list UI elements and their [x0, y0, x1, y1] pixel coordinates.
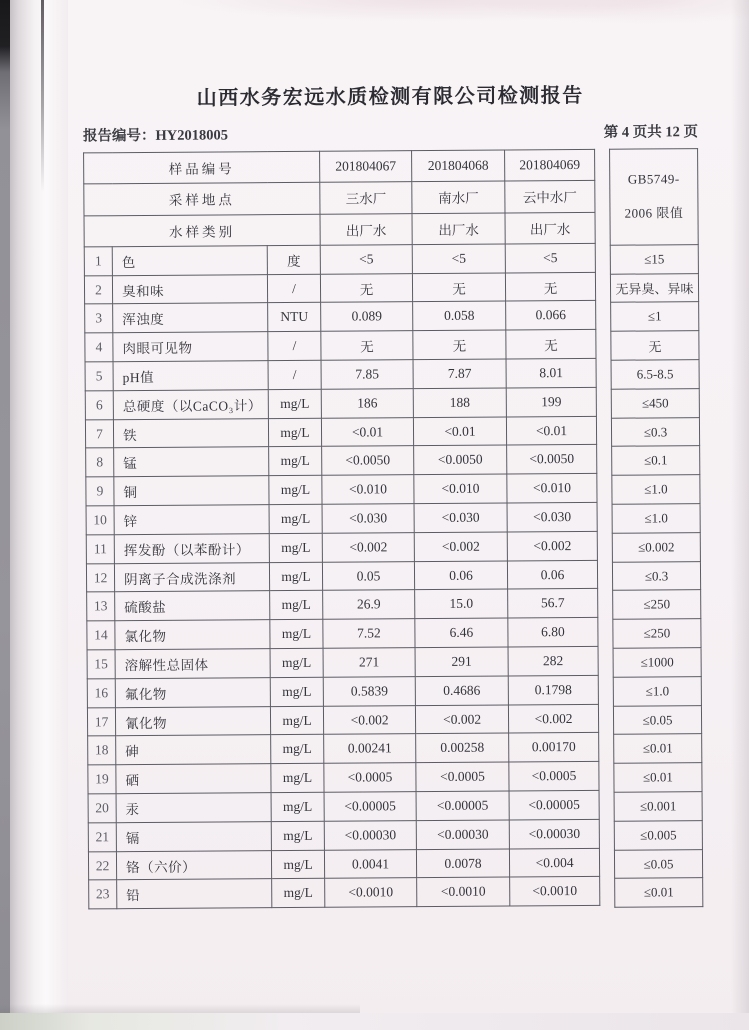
- sample2-value: 0.00258: [416, 733, 509, 762]
- limit-row: [614, 734, 702, 763]
- unit: 度: [267, 245, 320, 274]
- result-row: [88, 790, 599, 822]
- parameter-name: 砷: [116, 735, 271, 765]
- row-number: 17: [87, 707, 115, 736]
- row-number: 7: [85, 419, 113, 448]
- underlying-page-edge: [41, 0, 44, 192]
- header-label: 样品编号: [84, 151, 320, 184]
- row-number: 6: [85, 391, 113, 420]
- row-number: 10: [86, 506, 114, 535]
- parameter-name: 阴离子合成洗涤剂: [114, 562, 269, 592]
- row-number: 12: [86, 563, 114, 592]
- limit-value: 无: [611, 331, 699, 360]
- limits-table-body: [610, 149, 703, 908]
- report-meta-row: [83, 120, 698, 145]
- sample3-value: <0.004: [509, 848, 599, 877]
- scanner-bottom-edge: [0, 1013, 749, 1030]
- limit-row: [611, 302, 699, 331]
- sample2-value: <0.0010: [417, 877, 510, 906]
- report-title: 山西水务宏远水质检测有限公司检测报告: [196, 84, 584, 110]
- unit: mg/L: [271, 735, 324, 764]
- results-area: [83, 148, 703, 911]
- parameter-name: 色: [112, 246, 267, 276]
- result-row: [84, 243, 595, 275]
- row-number: 2: [84, 275, 112, 304]
- limit-row: [612, 446, 700, 475]
- header-row-location: [84, 181, 595, 216]
- result-row: [88, 762, 599, 794]
- sample3-value: <0.0010: [510, 877, 600, 906]
- sample3-value: <0.030: [507, 502, 597, 531]
- sample1-value: <0.0050: [322, 446, 414, 475]
- limit-value: ≤0.002: [612, 532, 700, 561]
- result-row: [88, 848, 599, 880]
- limit-row: [614, 763, 702, 792]
- row-number: 11: [86, 535, 114, 564]
- row-number: 18: [88, 736, 116, 765]
- sample3-value: 0.06: [507, 560, 597, 589]
- sample1-value: <5: [320, 245, 412, 274]
- parameter-name: 铜: [114, 476, 269, 506]
- sample2-value: <0.0005: [416, 762, 509, 791]
- sample1-value: <0.002: [323, 705, 415, 734]
- parameter-name: 硒: [116, 764, 271, 794]
- sample2-value: 6.46: [415, 618, 508, 647]
- sample1-value: 7.52: [323, 619, 415, 648]
- limit-row: [612, 561, 700, 590]
- result-row: [85, 301, 596, 333]
- sample1-value: 0.00241: [324, 734, 416, 763]
- result-row: [86, 531, 597, 563]
- results-table-header: [84, 149, 596, 246]
- limit-value: ≤0.3: [611, 417, 699, 446]
- sample3-value: <0.0005: [509, 762, 599, 791]
- unit: mg/L: [270, 677, 323, 706]
- parameter-name: 挥发酚（以苯酚计）: [114, 533, 269, 563]
- page-curl-shading: [10, 0, 68, 1030]
- result-row: [88, 733, 599, 765]
- limit-row: [614, 849, 702, 878]
- limit-row: [613, 648, 701, 677]
- unit: mg/L: [272, 879, 325, 908]
- sample-id: 201804068: [412, 150, 505, 182]
- sample3-value: 无: [505, 272, 595, 301]
- limit-value: ≤0.01: [615, 878, 703, 907]
- sample2-value: <5: [412, 244, 505, 273]
- limit-value: 6.5-8.5: [611, 360, 699, 389]
- header-label: 采样地点: [84, 183, 320, 216]
- limit-value: ≤0.05: [614, 849, 702, 878]
- unit: mg/L: [270, 706, 323, 735]
- sample1-value: 0.089: [321, 302, 413, 331]
- sampling-location: 南水厂: [412, 181, 505, 213]
- unit: mg/L: [269, 504, 322, 533]
- unit: mg/L: [269, 562, 322, 591]
- sample2-value: <0.030: [414, 503, 507, 532]
- row-number: 16: [87, 679, 115, 708]
- parameter-name: 锰: [114, 447, 269, 477]
- sample2-value: 无: [412, 273, 505, 302]
- limit-row: [611, 388, 699, 417]
- report-number: 报告编号：HY2018005: [82, 127, 229, 145]
- result-row: [85, 330, 596, 362]
- header-label: 水样类别: [84, 214, 320, 247]
- sample-type: 出厂水: [412, 213, 505, 245]
- result-row: [87, 675, 598, 707]
- sample1-value: <0.030: [322, 504, 414, 533]
- sample1-value: 186: [321, 388, 413, 417]
- result-row: [85, 358, 596, 390]
- sample2-value: 7.87: [413, 359, 506, 388]
- row-number: 20: [88, 794, 116, 823]
- row-number: 22: [88, 851, 116, 880]
- sample3-value: 6.80: [508, 618, 598, 647]
- limit-value: ≤0.05: [613, 705, 701, 734]
- sample-type: 出厂水: [320, 213, 412, 245]
- sample1-value: 7.85: [321, 360, 413, 389]
- sample3-value: 0.00170: [509, 733, 599, 762]
- limit-value: ≤1.0: [612, 504, 700, 533]
- limit-value: ≤250: [613, 590, 701, 619]
- unit: mg/L: [271, 850, 324, 879]
- parameter-name: 锌: [114, 505, 269, 535]
- limit-row: [615, 878, 703, 907]
- result-row: [86, 474, 597, 506]
- limit-row: [611, 360, 699, 389]
- sample1-value: <0.0005: [324, 763, 416, 792]
- limit-row: [613, 705, 701, 734]
- sample3-value: <0.00005: [509, 790, 599, 819]
- sample3-value: 282: [508, 646, 598, 675]
- row-number: 14: [87, 621, 115, 650]
- row-number: 13: [87, 592, 115, 621]
- unit: mg/L: [268, 418, 321, 447]
- sample3-value: 56.7: [508, 589, 598, 618]
- sample2-value: 0.0078: [416, 849, 509, 878]
- row-number: 1: [84, 247, 112, 276]
- book-binding-edge: [0, 0, 10, 1030]
- sample3-value: 0.1798: [508, 675, 598, 704]
- sample3-value: <0.0050: [507, 445, 597, 474]
- parameter-name: 硫酸盐: [115, 591, 270, 621]
- limit-row: [612, 532, 700, 561]
- results-table-body: [84, 243, 600, 909]
- limit-value: ≤15: [610, 245, 698, 274]
- result-row: [87, 618, 598, 650]
- unit: mg/L: [271, 763, 324, 792]
- limit-row: [611, 331, 699, 360]
- limit-row: [612, 504, 700, 533]
- row-number: 9: [86, 477, 114, 506]
- standard-code: GB5749-: [627, 171, 680, 188]
- result-row: [89, 877, 600, 909]
- row-number: 8: [86, 448, 114, 477]
- result-row: [86, 445, 597, 477]
- sample1-value: 0.05: [322, 561, 414, 590]
- unit: mg/L: [271, 821, 324, 850]
- sample3-value: 0.066: [506, 301, 596, 330]
- sample2-value: 0.4686: [415, 676, 508, 705]
- sample3-value: 无: [506, 330, 596, 359]
- limit-value: ≤0.01: [614, 734, 702, 763]
- sample1-value: 271: [323, 648, 415, 677]
- parameter-name: 浑浊度: [113, 303, 268, 333]
- limit-row: [613, 590, 701, 619]
- unit: mg/L: [271, 792, 324, 821]
- sample3-value: <0.00030: [509, 819, 599, 848]
- limit-value: ≤450: [611, 388, 699, 417]
- sample2-value: 0.058: [413, 301, 506, 330]
- sample2-value: 0.06: [414, 561, 507, 590]
- unit: mg/L: [268, 389, 321, 418]
- unit: mg/L: [269, 447, 322, 476]
- result-row: [85, 387, 596, 419]
- result-row: [87, 589, 598, 621]
- parameter-name: pH值: [113, 361, 268, 391]
- sample2-value: <0.0050: [414, 445, 507, 474]
- limit-value: ≤250: [613, 619, 701, 648]
- parameter-name: 镉: [116, 821, 271, 851]
- parameter-name: 氯化物: [115, 620, 270, 650]
- sample1-value: <0.01: [321, 417, 413, 446]
- limit-value: ≤1.0: [613, 676, 701, 705]
- limit-value: ≤1000: [613, 648, 701, 677]
- sample1-value: <0.002: [322, 532, 414, 561]
- limit-row: [612, 475, 700, 504]
- parameter-name: 总硬度（以CaCO₃计）: [113, 390, 268, 420]
- sample3-value: <0.01: [506, 416, 596, 445]
- sample2-value: <0.00030: [416, 820, 509, 849]
- limit-row: [613, 676, 701, 705]
- sample2-value: <0.01: [413, 417, 506, 446]
- sample1-value: 26.9: [323, 590, 415, 619]
- unit: /: [268, 332, 321, 361]
- parameter-name: 溶解性总固体: [115, 649, 270, 679]
- unit: NTU: [268, 303, 321, 332]
- row-number: 5: [85, 362, 113, 391]
- sample-id: 201804069: [505, 149, 595, 181]
- sampling-location: 云中水厂: [505, 181, 595, 213]
- parameter-name: 铁: [113, 418, 268, 448]
- parameter-name: 铬（六价）: [116, 850, 271, 880]
- row-number: 23: [89, 880, 117, 909]
- result-row: [87, 704, 598, 736]
- sample1-value: <0.0010: [325, 878, 417, 907]
- parameter-name: 氟化物: [115, 677, 270, 707]
- parameter-name: 氰化物: [115, 706, 270, 736]
- result-row: [88, 819, 599, 851]
- limit-value: ≤1.0: [612, 475, 700, 504]
- parameter-name: 肉眼可见物: [113, 332, 268, 362]
- page-indicator: 第 4 页共 12 页: [603, 124, 698, 141]
- sample3-value: <0.002: [508, 704, 598, 733]
- sample2-value: <0.002: [414, 532, 507, 561]
- limit-value: ≤1: [611, 302, 699, 331]
- sampling-location: 三水厂: [320, 182, 412, 214]
- sample1-value: <0.00030: [324, 820, 416, 849]
- limit-value: 无异臭、异味: [610, 273, 698, 302]
- row-number: 3: [85, 304, 113, 333]
- limits-table: [609, 148, 703, 908]
- results-table: [83, 149, 600, 910]
- sample2-value: 15.0: [415, 589, 508, 618]
- sample2-value: <0.00005: [416, 791, 509, 820]
- limit-value: ≤0.01: [614, 763, 702, 792]
- sample3-value: <0.010: [507, 474, 597, 503]
- sample2-value: 188: [413, 388, 506, 417]
- sample1-value: 0.0041: [324, 849, 416, 878]
- sample2-value: 无: [413, 330, 506, 359]
- sample3-value: <5: [505, 243, 595, 272]
- sample1-value: 无: [320, 273, 412, 302]
- right-page-shadow: [731, 0, 749, 1030]
- sample-type: 出厂水: [505, 212, 595, 244]
- sample3-value: 8.01: [506, 358, 596, 387]
- limit-row: [614, 820, 702, 849]
- parameter-name: 臭和味: [112, 274, 267, 304]
- unit: /: [268, 360, 321, 389]
- limit-row: [613, 619, 701, 648]
- row-number: 21: [88, 823, 116, 852]
- bottom-page-shadow: [0, 1004, 360, 1013]
- limit-row: [611, 417, 699, 446]
- limit-value: ≤0.001: [614, 792, 702, 821]
- limit-header-row: [610, 149, 699, 246]
- result-row: [85, 416, 596, 448]
- parameter-name: 铅: [117, 879, 272, 909]
- unit: mg/L: [270, 591, 323, 620]
- limit-value: ≤0.3: [612, 561, 700, 590]
- result-row: [86, 560, 597, 592]
- sample2-value: <0.010: [414, 474, 507, 503]
- sample1-value: <0.00005: [324, 792, 416, 821]
- sample1-value: 0.5839: [323, 676, 415, 705]
- sample2-value: 291: [415, 647, 508, 676]
- sample1-value: <0.010: [322, 475, 414, 504]
- result-row: [86, 502, 597, 534]
- limit-value: ≤0.1: [612, 446, 700, 475]
- limit-row: [610, 245, 698, 274]
- row-number: 4: [85, 333, 113, 362]
- header-row-sample-type: [84, 212, 595, 247]
- header-row-sample-id: [84, 149, 595, 184]
- sample2-value: <0.002: [415, 705, 508, 734]
- sample3-value: <0.002: [507, 531, 597, 560]
- limit-row: [614, 792, 702, 821]
- unit: mg/L: [270, 620, 323, 649]
- standard-limit-label: 2006 限值: [624, 205, 684, 222]
- limit-header-cell: [610, 149, 699, 246]
- report-content: [82, 0, 703, 912]
- parameter-name: 汞: [116, 793, 271, 823]
- unit: mg/L: [269, 476, 322, 505]
- limit-row: [610, 273, 698, 302]
- row-number: 15: [87, 650, 115, 679]
- row-number: 19: [88, 765, 116, 794]
- sample-id: 201804067: [320, 151, 412, 183]
- result-row: [87, 646, 598, 678]
- sample3-value: 199: [506, 387, 596, 416]
- unit: /: [267, 274, 320, 303]
- unit: mg/L: [269, 533, 322, 562]
- result-row: [84, 272, 595, 304]
- unit: mg/L: [270, 648, 323, 677]
- limit-value: ≤0.005: [614, 820, 702, 849]
- sample1-value: 无: [321, 331, 413, 360]
